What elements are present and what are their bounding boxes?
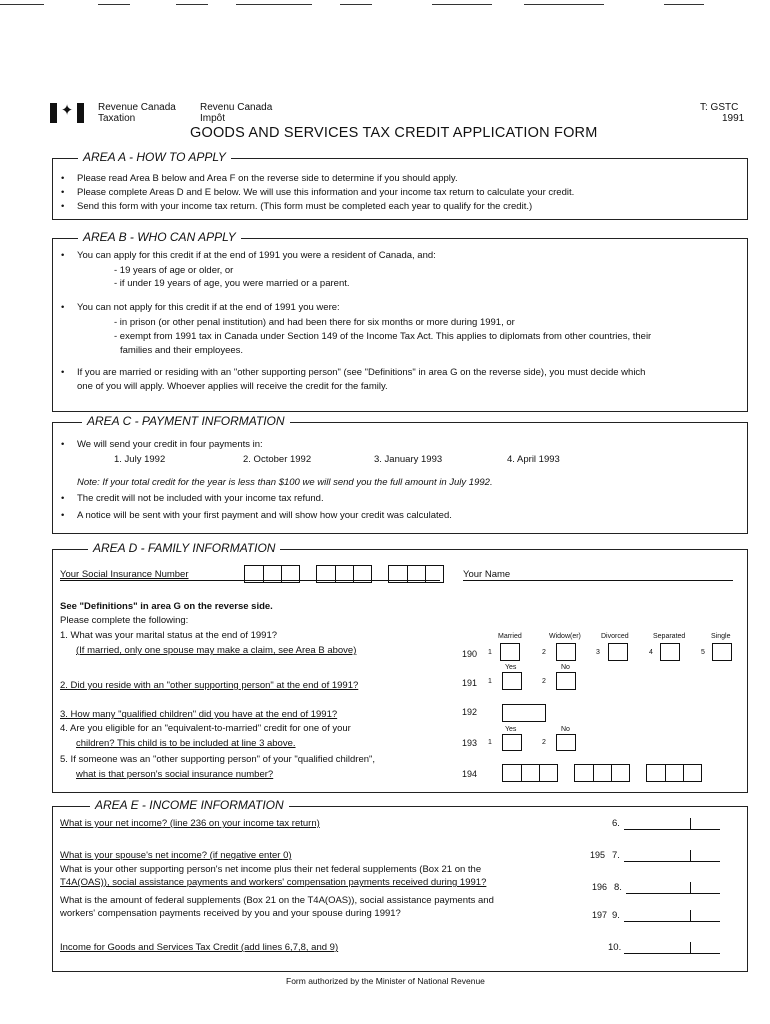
status-divorced-checkbox[interactable]	[608, 643, 628, 661]
q4-no-label: No	[561, 726, 570, 733]
area-b-can-apply: • You can apply for this credit if at the end of 1991 you were a resident of Canada, and:	[77, 250, 436, 261]
scan-mark	[0, 4, 44, 5]
q1-code: 190	[462, 649, 478, 659]
please-complete: Please complete the following:	[60, 615, 189, 626]
q3-code: 192	[462, 707, 478, 717]
area-c-intro: • We will send your credit in four payments in:	[77, 439, 263, 450]
line10-number: 10.	[608, 942, 622, 953]
name-field[interactable]	[463, 580, 733, 581]
status-label-single: Single	[711, 633, 731, 640]
dept-fr-line1: Revenu Canada	[200, 102, 273, 113]
line8-label-1: What is your other supporting person's net income plus their net federal supplements (Box 21 on the	[60, 864, 482, 875]
dept-en-line2: Taxation	[98, 113, 136, 124]
status-num-3: 3	[596, 649, 600, 656]
scan-mark	[176, 4, 208, 5]
q4-yes-label: Yes	[505, 726, 517, 733]
scan-mark	[664, 4, 704, 5]
status-num-1: 1	[488, 649, 492, 656]
scan-mark	[340, 4, 372, 5]
payment-4: 4. April 1993	[507, 454, 560, 465]
area-b-married-2: one of you will apply. Whoever applies will receive the credit for the family.	[77, 381, 388, 392]
line8-field[interactable]	[626, 893, 720, 894]
payment-3: 3. January 1993	[374, 454, 443, 465]
line9-field[interactable]	[624, 921, 720, 922]
line10-cents-divider	[690, 942, 691, 954]
area-b-married-1: • If you are married or residing with an "other supporting person" (see "Definitions" in area G on the reverse side), you must decide which	[77, 367, 645, 378]
line7-code: 195	[590, 850, 606, 860]
area-e-heading: AREA E - INCOME INFORMATION	[90, 798, 289, 812]
area-b-cannot-sub2b: families and their employees.	[120, 345, 244, 356]
line7-field[interactable]	[624, 861, 720, 862]
q2-code: 191	[462, 678, 478, 688]
q5-subtext: what is that person's social insurance number?	[76, 769, 274, 780]
line9-code: 197	[592, 910, 608, 920]
definitions-note: See "Definitions" in area G on the reverse side.	[60, 601, 273, 612]
line6-number: 6.	[612, 818, 620, 829]
area-b-cannot-sub1: - in prison (or other penal institution) and had been there for six months or more during 1991, or	[114, 317, 515, 328]
scan-mark	[98, 4, 130, 5]
status-married-checkbox[interactable]	[500, 643, 520, 661]
q2-yes-checkbox[interactable]	[502, 672, 522, 690]
footer-authorization: Form authorized by the Minister of National Revenue	[286, 976, 485, 986]
q5-sin-field-3[interactable]	[646, 764, 702, 782]
scan-mark	[524, 4, 604, 5]
line8-code: 196	[592, 882, 608, 892]
form-code: T: GSTC	[700, 102, 739, 113]
line6-label: What is your net income? (line 236 on your income tax return)	[60, 818, 320, 829]
canada-flag-icon: ✦	[50, 103, 84, 123]
area-b-can-sub2: - if under 19 years of age, you were married or a parent.	[114, 278, 350, 289]
q2-text: 2. Did you reside with an "other supporting person" at the end of 1991?	[60, 680, 359, 691]
line10-field[interactable]	[624, 953, 720, 954]
q5-sin-field-2[interactable]	[574, 764, 630, 782]
q3-text: 3. How many "qualified children" did you have at the end of 1991?	[60, 709, 338, 720]
area-a-item-1: • Please read Area B below and Area F on the reverse side to determine if you should apply.	[77, 173, 458, 184]
q1-subtext: (If married, only one spouse may make a claim, see Area B above)	[76, 645, 357, 656]
line7-number: 7.	[612, 850, 620, 861]
line6-cents-divider	[690, 818, 691, 830]
q2-no-checkbox[interactable]	[556, 672, 576, 690]
line8-number: 8.	[614, 882, 622, 893]
line6-field[interactable]	[624, 829, 720, 830]
line9-number: 9.	[612, 910, 620, 921]
sin-underline	[60, 580, 440, 581]
scan-mark	[236, 4, 312, 5]
q5-code: 194	[462, 769, 478, 779]
dept-en-line1: Revenue Canada	[98, 102, 176, 113]
line8-label-2: T4A(OAS)), social assistance payments and workers' compensation payments received during 1991?	[60, 877, 487, 888]
q2-no-label: No	[561, 664, 570, 671]
line10-label: Income for Goods and Services Tax Credit (add lines 6,7,8, and 9)	[60, 942, 339, 953]
area-a-heading: AREA A - HOW TO APPLY	[78, 150, 231, 164]
status-num-5: 5	[701, 649, 705, 656]
area-c-item-2: • The credit will not be included with your income tax refund.	[77, 493, 324, 504]
q4-code: 193	[462, 738, 478, 748]
area-c-note: Note: If your total credit for the year is less than $100 we will send you the full amount in July 1992.	[77, 477, 493, 488]
status-label-widow: Widow(er)	[549, 633, 581, 640]
area-c-item-3: • A notice will be sent with your first payment and will show how your credit was calculated.	[77, 510, 452, 521]
payment-1: 1. July 1992	[114, 454, 166, 465]
status-separated-checkbox[interactable]	[660, 643, 680, 661]
status-label-married: Married	[498, 633, 522, 640]
q2-yes-num: 1	[488, 678, 492, 685]
area-b-cannot-apply: • You can not apply for this credit if at the end of 1991 you were:	[77, 302, 340, 313]
status-num-4: 4	[649, 649, 653, 656]
area-a-item-2: • Please complete Areas D and E below. We will use this information and your income tax return to calculate your credit.	[77, 187, 574, 198]
sin-label: Your Social Insurance Number	[60, 569, 189, 580]
status-widow-checkbox[interactable]	[556, 643, 576, 661]
area-b-cannot-sub2: - exempt from 1991 tax in Canada under Section 149 of the Income Tax Act. This applies to diplomats from other countries, their	[114, 331, 652, 342]
line7-cents-divider	[690, 850, 691, 862]
q1-text: 1. What was your marital status at the end of 1991?	[60, 630, 278, 641]
area-c-heading: AREA C - PAYMENT INFORMATION	[82, 414, 290, 428]
q5-sin-field-1[interactable]	[502, 764, 558, 782]
q4-text: 4. Are you eligible for an "equivalent-to-married" credit for one of your	[60, 723, 351, 734]
q2-yes-label: Yes	[505, 664, 517, 671]
line9-label-2: workers' compensation payments received by you and your spouse during 1991?	[60, 908, 401, 919]
q4-no-checkbox[interactable]	[556, 734, 576, 751]
q4-yes-checkbox[interactable]	[502, 734, 522, 751]
line9-cents-divider	[690, 910, 691, 922]
area-a-item-3: • Send this form with your income tax return. (This form must be completed each year to qualify for the credit.)	[77, 201, 532, 212]
form-year: 1991	[722, 113, 745, 124]
q3-children-count-field[interactable]	[502, 704, 546, 722]
area-d-heading: AREA D - FAMILY INFORMATION	[88, 541, 280, 555]
status-single-checkbox[interactable]	[712, 643, 732, 661]
q4-subtext: children? This child is to be included at line 3 above.	[76, 738, 296, 749]
q4-yes-num: 1	[488, 739, 492, 746]
line7-label: What is your spouse's net income? (if negative enter 0)	[60, 850, 292, 861]
status-num-2: 2	[542, 649, 546, 656]
q2-no-num: 2	[542, 678, 546, 685]
name-label: Your Name	[463, 569, 511, 580]
form-title: GOODS AND SERVICES TAX CREDIT APPLICATION FORM	[190, 125, 598, 141]
line9-label-1: What is the amount of federal supplements (Box 21 on the T4A(OAS)), social assistance payments and	[60, 895, 494, 906]
q5-text: 5. If someone was an "other supporting person" of your "qualified children",	[60, 754, 376, 765]
line8-cents-divider	[690, 882, 691, 894]
dept-fr-line2: Impôt	[200, 113, 226, 124]
area-b-heading: AREA B - WHO CAN APPLY	[78, 230, 241, 244]
status-label-divorced: Divorced	[601, 633, 629, 640]
status-label-separated: Separated	[653, 633, 686, 640]
payment-2: 2. October 1992	[243, 454, 312, 465]
area-b-can-sub1: - 19 years of age or older, or	[114, 265, 234, 276]
scan-mark	[432, 4, 492, 5]
q4-no-num: 2	[542, 739, 546, 746]
